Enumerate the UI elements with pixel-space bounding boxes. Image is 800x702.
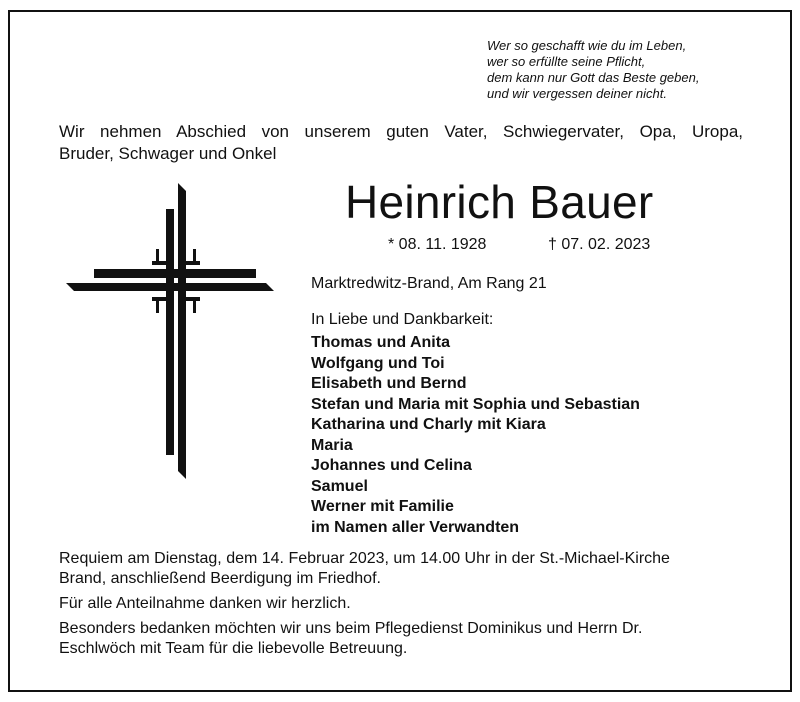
- mourners-heading: In Liebe und Dankbarkeit:: [311, 311, 494, 328]
- poem-line: wer so erfüllte seine Pflicht,: [487, 54, 646, 69]
- list-item: Maria: [311, 436, 353, 454]
- list-item: Katharina und Charly mit Kiara: [311, 416, 546, 433]
- address: Marktredwitz-Brand, Am Rang 21: [311, 275, 547, 292]
- special-thanks-note: Besonders bedanken möchten wir uns beim Pflegedienst Dominikus und Herrn Dr. Eschlwöch mit Team für die liebevolle Betreuung.: [59, 620, 643, 657]
- list-item: Johannes und Celina: [311, 457, 472, 474]
- list-item: Wolfgang und Toi: [311, 354, 445, 372]
- birth-date: * 08. 11. 1928: [388, 236, 487, 253]
- list-item: Elisabeth und Bernd: [311, 375, 467, 392]
- list-item: Werner mit Familie: [311, 498, 454, 515]
- intro-line: Bruder, Schwager und Onkel: [59, 144, 277, 163]
- poem-line: und wir vergessen deiner nicht.: [487, 86, 667, 101]
- poem-line: Wer so geschafft wie du im Leben,: [487, 38, 687, 53]
- intro-line: Wir nehmen Abschied von unserem guten Vater, Schwiegervater, Opa, Uropa,: [59, 122, 743, 141]
- deceased-name: Heinrich Bauer: [345, 176, 654, 228]
- thanks-note: Für alle Anteilnahme danken wir herzlich.: [59, 595, 351, 612]
- mourners-list: [311, 333, 640, 538]
- list-item: Stefan und Maria mit Sophia und Sebastian: [311, 395, 640, 413]
- closing-notes: [59, 549, 679, 664]
- poem-line: dem kann nur Gott das Beste geben,: [487, 70, 700, 85]
- list-item: Thomas und Anita: [311, 334, 450, 351]
- memorial-poem: [487, 38, 767, 102]
- cross-icon: [66, 183, 276, 483]
- requiem-notice: Requiem am Dienstag, dem 14. Februar 2023, um 14.00 Uhr in der St.-Michael-Kirche Brand, anschließend Beerdigung im Friedhof.: [59, 550, 670, 587]
- death-date: † 07. 02. 2023: [548, 236, 651, 253]
- list-item: im Namen aller Verwandten: [311, 518, 520, 536]
- list-item: Samuel: [311, 477, 368, 495]
- farewell-intro: [59, 121, 743, 165]
